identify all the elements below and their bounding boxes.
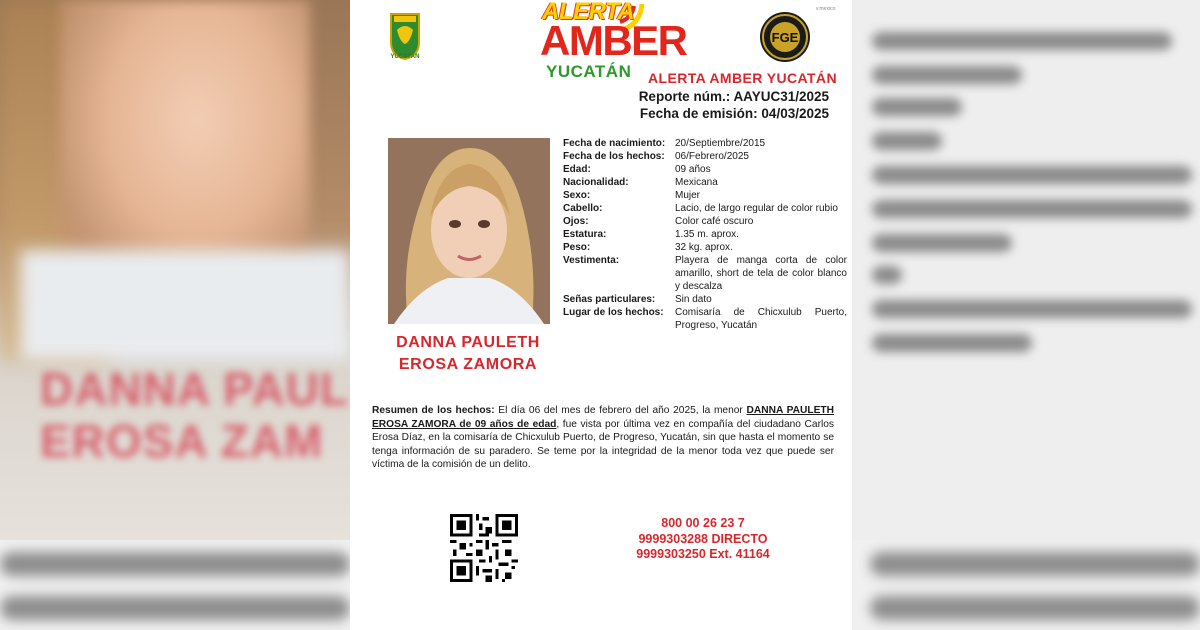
detail-label: Fecha de nacimiento:: [563, 138, 666, 149]
detail-label: Nacionalidad:: [563, 177, 629, 188]
detail-row: [563, 215, 847, 228]
detail-value: Mexicana: [675, 177, 718, 188]
detail-value: 06/Febrero/2025: [675, 151, 749, 162]
detail-row: [563, 241, 847, 254]
blurred-name-line-1: DANNA PAUL: [40, 363, 349, 415]
alert-title: ALERTA AMBER YUCATÁN: [648, 70, 837, 86]
detail-label: Lugar de los hechos:: [563, 307, 664, 318]
fge-seal-icon: [758, 10, 812, 64]
alerta-amber-logo: [540, 0, 687, 82]
detail-value: 1.35 m. aprox.: [675, 229, 739, 240]
summary-label: Resumen de los hechos:: [372, 405, 495, 416]
detail-row: [563, 254, 847, 293]
fge-seal-text: FGE: [771, 30, 799, 45]
logo-word-yucatan: YUCATÁN: [546, 62, 632, 81]
logo-word-alerta: ALERTA: [542, 0, 635, 25]
detail-value: Mujer: [675, 190, 701, 201]
detail-label: Edad:: [563, 164, 591, 175]
amber-alert-poster: [350, 0, 852, 630]
logo-word-amber: AMBER: [540, 17, 687, 64]
report-number: Reporte núm.: AAYUC31/2025: [638, 89, 829, 104]
detail-value: Lacio, de largo regular de color rubio: [675, 203, 838, 214]
detail-row: [563, 189, 847, 202]
blurred-name-line-2: EROSA ZAM: [40, 415, 324, 467]
person-name-line-1: DANNA PAULETH: [396, 334, 540, 351]
phone-extension[interactable]: 9999303250 Ext. 41164: [636, 547, 770, 561]
detail-row: [563, 202, 847, 215]
detail-label: Peso:: [563, 242, 591, 253]
detail-row: [563, 176, 847, 189]
summary-person-name: DANNA PAULETH EROSA ZAMORA de 09 años de edad: [372, 405, 834, 430]
detail-label: Ojos:: [563, 216, 589, 227]
detail-value: Playera de manga corta de color amarillo, short de tela de color blanco y descalza: [675, 255, 847, 292]
person-details: [563, 137, 847, 332]
incident-summary: [372, 404, 834, 472]
detail-row: [563, 306, 847, 332]
blurred-background-right: [852, 0, 1200, 630]
detail-value: Sin dato: [675, 294, 712, 305]
phone-direct[interactable]: 9999303288 DIRECTO: [638, 531, 768, 546]
missing-person-photo: [388, 138, 550, 324]
detail-label: Fecha de los hechos:: [563, 151, 665, 162]
detail-value: 20/Septiembre/2015: [675, 138, 766, 149]
summary-text-part2: , fue vista por última vez en compañía del ciudadano Carlos Erosa Díaz, en la comisaría de Chicxulub Puerto, de Progreso, Yucatán, sin que hasta el momento se tenga información de su paradero. Se teme por la integridad de la menor toda vez que puede ser víctima de la comisión de un delito.: [372, 418, 834, 470]
detail-row: [563, 293, 847, 306]
yucatan-coat-of-arms-icon: [388, 12, 422, 60]
detail-row: [563, 228, 847, 241]
blurred-background-left: [0, 0, 350, 630]
person-name-line-2: EROSA ZAMORA: [398, 356, 538, 373]
detail-value: 32 kg. aprox.: [675, 242, 733, 253]
detail-row: [563, 163, 847, 176]
issue-date: Fecha de emisión: 04/03/2025: [639, 106, 829, 121]
detail-value: 09 años: [675, 164, 711, 175]
corner-tiny-text: v.mexico: [816, 6, 836, 12]
contact-phones: [608, 516, 798, 563]
detail-value: Comisaría de Chicxulub Puerto, Progreso, Yucatán: [675, 307, 847, 331]
qr-code-icon[interactable]: [450, 514, 518, 582]
detail-label: Estatura:: [563, 229, 607, 240]
detail-label: Señas particulares:: [563, 294, 656, 305]
phone-hotline[interactable]: 800 00 26 23 7: [661, 516, 745, 530]
blurred-shirt: [20, 250, 350, 360]
detail-label: Sexo:: [563, 190, 591, 201]
detail-label: Vestimenta:: [563, 255, 620, 266]
coat-of-arms-label: YUCATÁN: [390, 54, 420, 60]
detail-label: Cabello:: [563, 203, 603, 214]
summary-text-part1: El día 06 del mes de febrero del año 2025, la menor: [494, 405, 747, 416]
detail-row: [563, 150, 847, 163]
detail-value: Color café oscuro: [675, 216, 754, 227]
detail-row: [563, 137, 847, 150]
